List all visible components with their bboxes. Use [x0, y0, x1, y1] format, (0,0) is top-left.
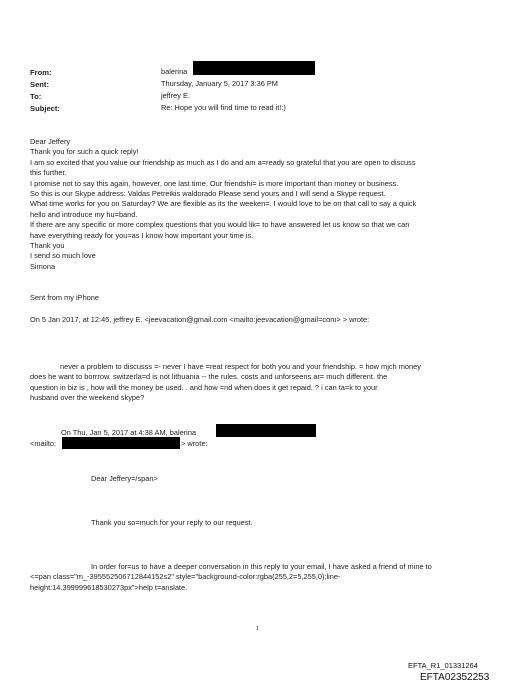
nested-order-paragraph: [30, 562, 432, 593]
nested-intro: On Thu, Jan 5, 2017 at 4:38 AM, balerina: [61, 428, 197, 437]
redaction-block: [62, 437, 180, 449]
sent-value: Thursday, January 5, 2017 3:36 PM: [161, 79, 278, 88]
body-line: So this is our Skype address: Valdas Petreikis waldorado Please send yours and I will send a Skype request.: [30, 189, 386, 199]
body-line: Simona: [30, 261, 56, 271]
from-label: From:: [30, 68, 52, 77]
footer-bates-id-2: EFTA02352253: [420, 672, 490, 683]
order-line: In order for=us to have a deeper conversation in this reply to your email, I have asked a friend of mine to: [91, 562, 432, 571]
nested-greeting: Dear Jeffery=/span>: [91, 474, 158, 483]
to-label: To:: [30, 92, 42, 101]
body-line: this further.: [30, 168, 67, 178]
page-number: 1: [256, 626, 260, 632]
body-line: I send so much love: [30, 251, 96, 261]
quoted-line: husband over the weekend skype?: [30, 393, 145, 403]
sent-label: Sent:: [30, 80, 49, 89]
order-line: height:14.399999618530273px">help t=anslate.: [30, 582, 188, 592]
from-value: balerina: [161, 67, 188, 76]
body-line: hello and introduce my hu=band.: [30, 209, 138, 219]
subject-value: Re: Hope you will find time to read it!:): [161, 103, 286, 112]
quoted-line: never a problem to discusss =- never I have =reat respect for both you and your friendship. = how mjch money: [60, 362, 421, 371]
body-line: have everything ready for you=as I know how important your time is.: [30, 230, 254, 240]
body-line: I am so excited that you value our friendship as much as I do and am a=ready so grateful that you are open to discuss: [30, 157, 416, 167]
message-body: [30, 137, 416, 272]
redaction-block: [216, 424, 316, 437]
order-line: <=pan class="m_-395552506712844152s2" style="background-color:rgba(255,2=5,255,0);line-: [30, 572, 341, 582]
footer-bates-id-1: EFTA_R1_01331264: [408, 661, 478, 670]
quoted-line: question in biz is , how will the money be used. . and how =nd when does it get repaid. ? i can ta=k to your: [30, 382, 378, 392]
quoted-line: does he want to borrrow. switzerla=d is not lithuania -- the rules. costs and unforseens ar= much different. the: [30, 372, 388, 382]
body-line: What time works for you on Saturday? We are flexible as its the weeken=. I would love to be on that call to say a quick: [30, 199, 417, 209]
body-line: Thank you: [30, 241, 65, 251]
to-value: jeffrey E.: [161, 91, 191, 100]
subject-label: Subject:: [30, 104, 60, 113]
quote-intro: On 5 Jan 2017, at 12:45, jeffrey E. <jeevacation@gmail.com <mailto:jeevacation@gmail=com> > wrote:: [30, 315, 370, 324]
body-line: Thank you for such a quick reply!: [30, 147, 139, 157]
nested-intro-mailto: <mailto:: [30, 439, 57, 448]
quoted-reply: [30, 362, 421, 404]
redaction-block: [193, 61, 315, 75]
body-line: Dear Jeffery: [30, 137, 71, 146]
sent-from-signature: Sent from my iPhone: [30, 293, 100, 302]
body-line: I promise not to say this again, however, one last time. Our friendshi= is more important than money or business.: [30, 178, 399, 188]
nested-intro-wrote: > wrote:: [181, 439, 208, 448]
body-line: If there are any specific or more complex questions that you would lik= to have answered let us know so that we can: [30, 220, 410, 230]
nested-thanks: Thank you so=much for your reply to our request.: [91, 518, 253, 527]
